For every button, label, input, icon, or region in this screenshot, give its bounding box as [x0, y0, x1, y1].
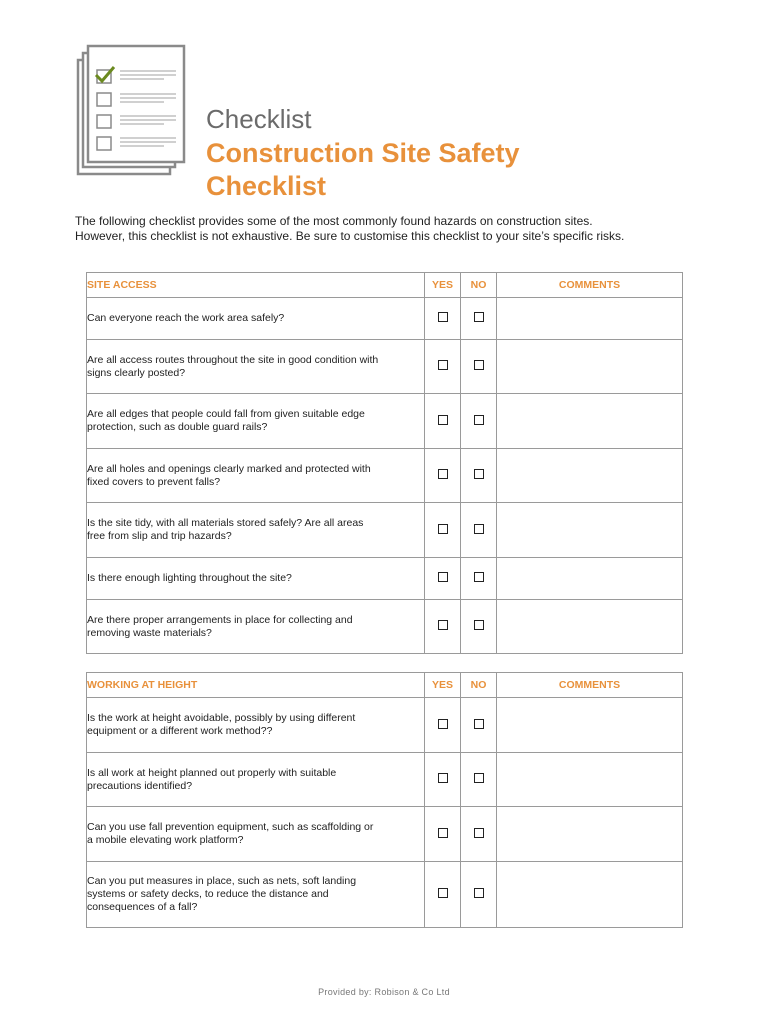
question-cell	[87, 862, 425, 928]
question-text: Can everyone reach the work area safely?	[87, 312, 285, 324]
question-text: Can you put measures in place, such as nets, soft landing	[87, 875, 357, 887]
question-text: signs clearly posted?	[87, 366, 186, 379]
comments-cell[interactable]	[497, 340, 683, 394]
question-text: a mobile elevating work platform?	[87, 834, 244, 846]
yes-checkbox[interactable]	[438, 360, 448, 370]
comments-cell[interactable]	[497, 503, 683, 558]
no-cell	[461, 558, 497, 600]
yes-cell	[425, 449, 461, 503]
yes-cell	[425, 394, 461, 449]
title-block	[206, 104, 520, 203]
comments-cell[interactable]	[497, 449, 683, 503]
no-checkbox[interactable]	[474, 888, 484, 898]
working-at-height-table	[86, 672, 683, 928]
no-checkbox[interactable]	[474, 469, 484, 479]
footer-text: Provided by: Robison & Co Ltd	[318, 987, 450, 997]
yes-cell	[425, 807, 461, 862]
question-text: consequences of a fall?	[87, 901, 198, 913]
no-checkbox[interactable]	[474, 719, 484, 729]
no-cell	[461, 298, 497, 340]
yes-column-header: YES	[425, 273, 461, 298]
question-cell	[87, 340, 425, 394]
no-cell	[461, 600, 497, 654]
question-cell	[87, 600, 425, 654]
table-header-row	[87, 673, 683, 698]
comments-column-header: COMMENTS	[497, 273, 683, 298]
question-text: removing waste materials?	[87, 626, 212, 639]
question-cell	[87, 449, 425, 503]
table-row	[87, 558, 683, 600]
yes-checkbox[interactable]	[438, 719, 448, 729]
yes-checkbox[interactable]	[438, 415, 448, 425]
question-cell	[87, 394, 425, 449]
no-cell	[461, 449, 497, 503]
no-checkbox[interactable]	[474, 572, 484, 582]
yes-cell	[425, 753, 461, 807]
table-row	[87, 298, 683, 340]
comments-cell[interactable]	[497, 558, 683, 600]
no-column-header: NO	[461, 673, 497, 698]
no-cell	[461, 753, 497, 807]
question-text: Is the site tidy, with all materials stored safely? Are all areas	[87, 517, 364, 529]
table-row	[87, 340, 683, 394]
question-text: Are all holes and openings clearly marked and protected with	[87, 462, 371, 475]
comments-column-header: COMMENTS	[497, 673, 683, 698]
yes-checkbox[interactable]	[438, 620, 448, 630]
table-row	[87, 503, 683, 558]
document-kicker: Checklist	[206, 104, 312, 134]
question-cell	[87, 558, 425, 600]
question-text: free from slip and trip hazards?	[87, 530, 232, 542]
intro-line-1: The following checklist provides some of the most commonly found hazards on construction sites.	[75, 214, 593, 228]
no-checkbox[interactable]	[474, 312, 484, 322]
yes-checkbox[interactable]	[438, 828, 448, 838]
question-cell	[87, 503, 425, 558]
question-cell	[87, 698, 425, 753]
question-text: protection, such as double guard rails?	[87, 421, 268, 433]
no-checkbox[interactable]	[474, 415, 484, 425]
checklist-clipboard-icon	[76, 44, 188, 178]
yes-cell	[425, 340, 461, 394]
yes-column-header: YES	[425, 673, 461, 698]
comments-cell[interactable]	[497, 298, 683, 340]
yes-checkbox[interactable]	[438, 469, 448, 479]
question-text: fixed covers to prevent falls?	[87, 475, 221, 488]
yes-checkbox[interactable]	[438, 312, 448, 322]
yes-checkbox[interactable]	[438, 524, 448, 534]
question-text: precautions identified?	[87, 779, 193, 792]
no-cell	[461, 862, 497, 928]
comments-cell[interactable]	[497, 862, 683, 928]
section-heading: WORKING AT HEIGHT	[87, 673, 425, 698]
question-text: Is there enough lighting throughout the site?	[87, 572, 292, 584]
intro-paragraph	[75, 214, 695, 244]
comments-cell[interactable]	[497, 753, 683, 807]
yes-checkbox[interactable]	[438, 888, 448, 898]
no-cell	[461, 340, 497, 394]
table-row	[87, 753, 683, 807]
question-text: Can you use fall prevention equipment, such as scaffolding or	[87, 821, 374, 833]
document-title	[206, 137, 520, 203]
no-column-header: NO	[461, 273, 497, 298]
no-cell	[461, 503, 497, 558]
yes-cell	[425, 298, 461, 340]
table-header-row	[87, 273, 683, 298]
no-cell	[461, 807, 497, 862]
question-text: Is all work at height planned out properly with suitable	[87, 766, 337, 779]
table-row	[87, 807, 683, 862]
yes-cell	[425, 503, 461, 558]
yes-cell	[425, 698, 461, 753]
question-cell	[87, 753, 425, 807]
no-cell	[461, 394, 497, 449]
yes-cell	[425, 558, 461, 600]
question-text: Is the work at height avoidable, possibly by using different	[87, 712, 356, 724]
comments-cell[interactable]	[497, 807, 683, 862]
table-row	[87, 600, 683, 654]
comments-cell[interactable]	[497, 698, 683, 753]
question-text: Are there proper arrangements in place for collecting and	[87, 613, 353, 626]
table-row	[87, 862, 683, 928]
title-line-2: Checklist	[206, 171, 327, 201]
question-text: equipment or a different work method??	[87, 725, 273, 737]
yes-cell	[425, 862, 461, 928]
intro-line-2: However, this checklist is not exhaustive. Be sure to customise this checklist to your site’s specific risks.	[75, 229, 625, 243]
question-text: systems or safety decks, to reduce the distance and	[87, 888, 329, 900]
question-cell	[87, 807, 425, 862]
no-checkbox[interactable]	[474, 524, 484, 534]
question-text: Are all edges that people could fall from given suitable edge	[87, 408, 365, 420]
question-cell	[87, 298, 425, 340]
yes-checkbox[interactable]	[438, 572, 448, 582]
no-checkbox[interactable]	[474, 360, 484, 370]
section-heading: SITE ACCESS	[87, 273, 425, 298]
no-checkbox[interactable]	[474, 620, 484, 630]
comments-cell[interactable]	[497, 394, 683, 449]
no-checkbox[interactable]	[474, 828, 484, 838]
table-row	[87, 394, 683, 449]
no-cell	[461, 698, 497, 753]
no-checkbox[interactable]	[474, 773, 484, 783]
site-access-table	[86, 272, 683, 654]
table-row	[87, 698, 683, 753]
title-line-1: Construction Site Safety	[206, 138, 520, 168]
table-row	[87, 449, 683, 503]
yes-cell	[425, 600, 461, 654]
question-text: Are all access routes throughout the site in good condition with	[87, 353, 379, 366]
yes-checkbox[interactable]	[438, 773, 448, 783]
comments-cell[interactable]	[497, 600, 683, 654]
